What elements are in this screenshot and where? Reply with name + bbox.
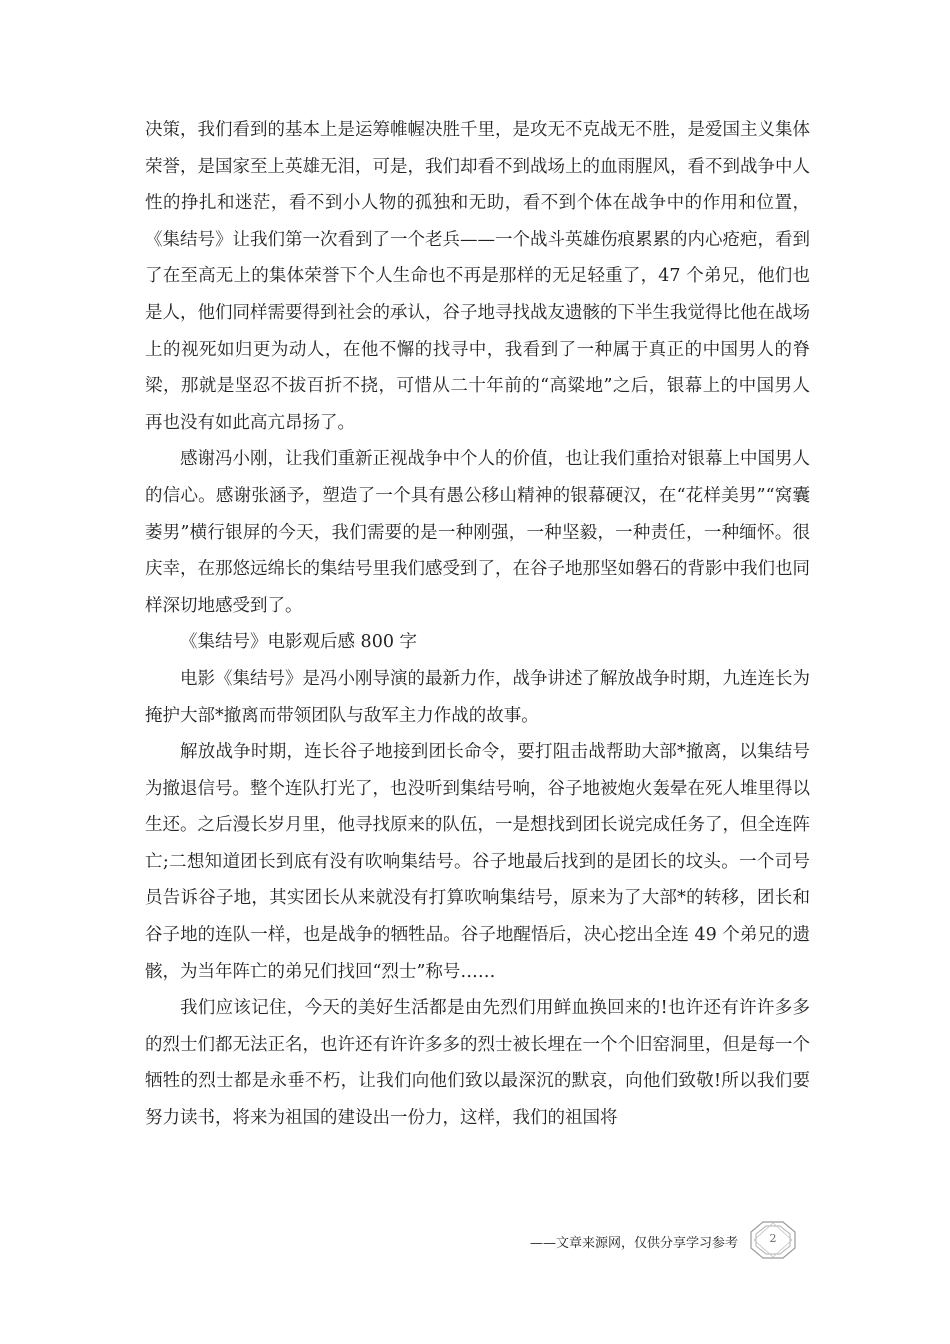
paragraph-continuation: 决策，我们看到的基本上是运筹帷幄决胜千里，是攻无不克战无不胜，是爱国主义集体荣誉，是国家至上英雄无泪，可是，我们却看不到战场上的血雨腥风，看不到战争中人性的挣扎和迷茫，看不到小人物的孤独和无助，看不到个体在战争中的作用和位置，《集结号》让我们第一次看到了一个老兵——一个战斗英雄伤痕累累的内心疮疤，看到了在至高无上的集体荣誉下个人生命也不再是那样的无足轻重了，47 个弟兄，他们也是人，他们同样需要得到社会的承认，谷子地寻找战友遗骸的下半生我觉得比他在战场上的视死如归更为动人，在他不懈的找寻中，我看到了一种属于真正的中国男人的脊梁，那就是坚忍不拔百折不挠，可惜从二十年前的“高粱地”之后，银幕上的中国男人再也没有如此高亢昂扬了。 bbox=[145, 120, 810, 433]
paragraph-intro: 电影《集结号》是冯小刚导演的最新力作，战争讲述了解放战争时期，九连连长为掩护大部*撤离而带领团队与敌军主力作战的故事。 bbox=[145, 668, 810, 726]
page-number: 2 bbox=[769, 1232, 777, 1245]
section-heading: 《集结号》电影观后感 800 字 bbox=[180, 632, 418, 653]
paragraph-reflection: 我们应该记住，今天的美好生活都是由先烈们用鲜血换回来的!也许还有许许多多的烈士们都无法正名，也许还有许许多多的烈士被长埋在一个个旧窑洞里，但是每一个牺牲的烈士都是永垂不朽，让我们向他们致以最深沉的默哀，向他们致敬!所以我们要努力读书，将来为祖国的建设出一份力，这样，我们的祖国将 bbox=[145, 998, 810, 1129]
page-number-badge bbox=[749, 1220, 797, 1260]
paragraph-plot: 解放战争时期，连长谷子地接到团长命令，要打阻击战帮助大部*撤离，以集结号为撤退信号。整个连队打光了，也没听到集结号响，谷子地被炮火轰晕在死人堆里得以生还。之后漫长岁月里，他寻找原来的队伍，一是想找到团长说完成任务了，但全连阵亡;二想知道团长到底有没有吹响集结号。谷子地最后找到的是团长的坟头。一个司号员告诉谷子地，其实团长从来就没有打算吹响集结号，原来为了大部*的转移，团长和谷子地的连队一样，也是战争的牺牲品。谷子地醒悟后，决心挖出全连 49 个弟兄的遗骸，为当年阵亡的弟兄们找回“烈士”称号…… bbox=[145, 742, 810, 982]
source-note: ——文章来源网，仅供分享学习参考 bbox=[530, 1236, 739, 1251]
page-footer bbox=[530, 1220, 830, 1260]
document-body bbox=[145, 112, 810, 1137]
paragraph-thanks: 感谢冯小刚，让我们重新正视战争中个人的价值，也让我们重拾对银幕上中国男人的信心。感谢张涵予，塑造了一个具有愚公移山精神的银幕硬汉，在“花样美男”“窝囊萎男”横行银屏的今天，我们需要的是一种刚强，一种坚毅，一种责任，一种缅怀。很庆幸，在那悠远绵长的集结号里我们感受到了，在谷子地那坚如磐石的背影中我们也同样深切地感受到了。 bbox=[145, 449, 810, 616]
